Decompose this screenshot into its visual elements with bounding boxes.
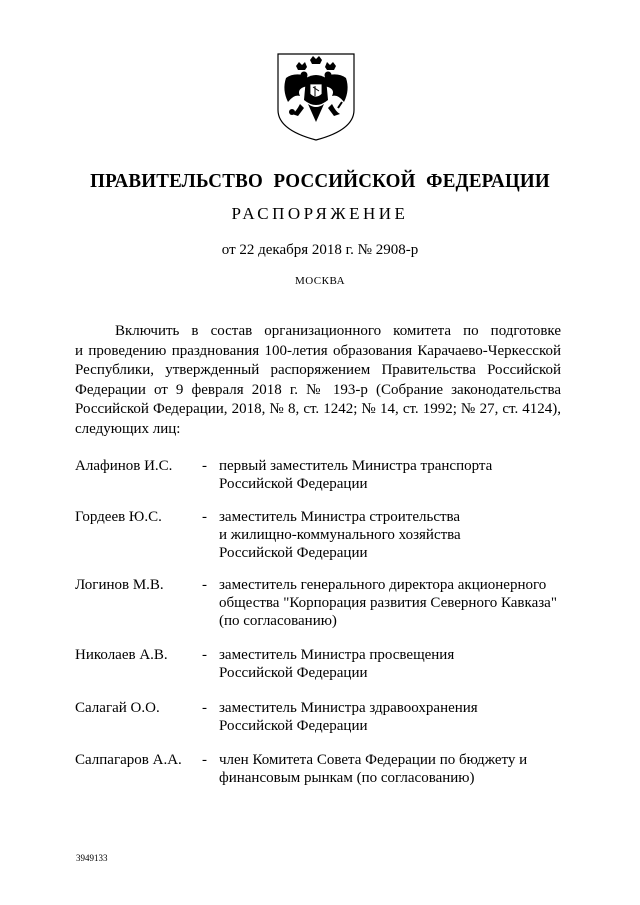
- role-line: заместитель Министра строительства: [219, 509, 461, 525]
- body-line: Включить в состав организационного комитета по подготовке: [115, 323, 561, 339]
- order-body-paragraph: [75, 322, 561, 439]
- role-line: заместитель Министра здравоохранения: [219, 700, 478, 716]
- body-line: Республики, утвержденный распоряжением Правительства Российской: [75, 362, 561, 378]
- body-line: Российской Федерации, 2018, № 8, ст. 1242; № 14, ст. 1992; № 27, ст. 4124),: [75, 401, 561, 417]
- document-type: РАСПОРЯЖЕНИЕ: [231, 204, 409, 223]
- document-date-number: от 22 декабря 2018 г. № 2908-р: [221, 242, 419, 258]
- member-dash: -: [202, 647, 207, 663]
- member-name: Салагай О.О.: [75, 700, 160, 716]
- member-name: Николаев А.В.: [75, 647, 168, 663]
- member-role: [219, 646, 569, 682]
- body-line: и проведению празднования 100-летия образования Карачаево-Черкесской: [75, 342, 561, 359]
- role-line: финансовым рынкам (по согласованию): [219, 770, 475, 786]
- role-line: первый заместитель Министра транспорта: [219, 458, 493, 474]
- role-line: заместитель генерального директора акционерного: [219, 577, 547, 593]
- body-line: Федерации от 9 февраля 2018 г. № 193-р (Собрание законодательства: [75, 381, 561, 398]
- role-line: Российской Федерации: [219, 545, 368, 561]
- member-role: [219, 699, 569, 735]
- role-line: Российской Федерации: [219, 718, 368, 734]
- member-dash: -: [202, 509, 207, 525]
- member-name: Гордеев Ю.С.: [75, 509, 162, 525]
- member-dash: -: [202, 577, 207, 593]
- document-code: 3949133: [76, 853, 108, 863]
- member-name: Алафинов И.С.: [75, 458, 173, 474]
- role-line: Российской Федерации: [219, 665, 368, 681]
- member-name: Салпагаров А.А.: [75, 752, 182, 768]
- role-line: и жилищно-коммунального хозяйства: [219, 527, 461, 543]
- member-role: [219, 508, 569, 562]
- body-line: следующих лиц:: [75, 420, 181, 437]
- document-city: МОСКВА: [294, 275, 346, 287]
- role-line: Российской Федерации: [219, 476, 368, 492]
- member-name: Логинов М.В.: [75, 577, 164, 593]
- role-line: заместитель Министра просвещения: [219, 647, 455, 663]
- role-line: член Комитета Совета Федерации по бюджету и: [219, 752, 528, 768]
- member-dash: -: [202, 752, 207, 768]
- role-line: (по согласованию): [219, 613, 337, 629]
- government-title: ПРАВИТЕЛЬСТВО РОССИЙСКОЙ ФЕДЕРАЦИИ: [90, 170, 550, 192]
- member-dash: -: [202, 458, 207, 474]
- member-role: [219, 751, 569, 787]
- coat-of-arms-emblem: [274, 50, 358, 144]
- member-dash: -: [202, 700, 207, 716]
- role-line: общества "Корпорация развития Северного Кавказа": [219, 595, 557, 611]
- member-role: [219, 576, 569, 630]
- member-role: [219, 457, 569, 493]
